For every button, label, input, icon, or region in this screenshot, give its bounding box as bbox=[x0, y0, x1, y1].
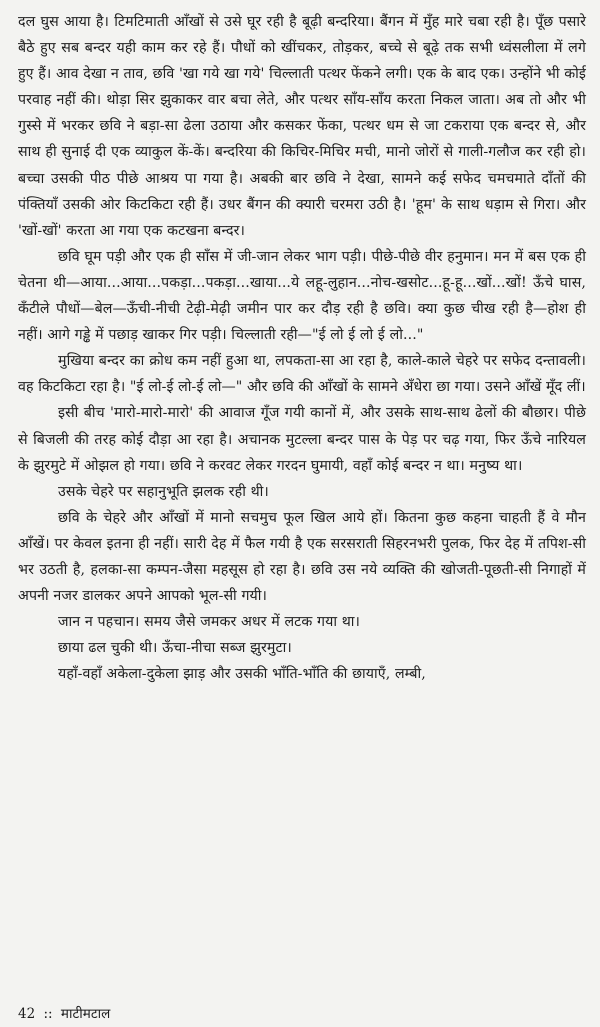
page-footer bbox=[18, 1005, 110, 1023]
paragraph-8: छाया ढल चुकी थी। ऊँचा-नीचा सब्ज झुरमुटा। bbox=[58, 640, 292, 657]
paragraph-3: मुखिया बन्दर का क्रोध कम नहीं हुआ था, लपकता-सा आ रहा है, काले-काले चेहरे पर सफेद दन्तावली। वह किटकिटा रहा है। "ई लो-ई लो-ई लो—" और छवि की आँखों के सामने अँधेरा छा गया। उसने आँखें मूँद लीं। bbox=[18, 353, 586, 396]
paragraph-9: यहाँ-वहाँ अकेला-दुकेला झाड़ और उसकी भाँति-भाँति की छायाएँ, लम्बी, bbox=[58, 666, 426, 683]
footer-separator: :: bbox=[43, 1006, 53, 1022]
paragraph-5: उसके चेहरे पर सहानुभूति झलक रही थी। bbox=[58, 483, 269, 500]
paragraph-1: दल घुस आया है। टिमटिमाती आँखों से उसे घूर रही है बूढ़ी बन्दरिया। बैंगन में मुँह मारे चबा रही है। पूँछ पसारे बैठे हुए सब बन्दर यही काम कर रहे हैं। पौधों को खींचकर, तोड़कर, बच्चे से बूढ़े तक सभी ध्वंसलीला में लगे हुए हैं। आव देखा न ताव, छवि 'खा गये खा गये' चिल्लाती पत्थर फेंकने लगी। एक के बाद एक। उन्होंने भी कोई परवाह नहीं की। थोड़ा सिर झुकाकर वार बचा लेते, और पत्थर साँय-साँय करता निकल जाता। अब तो और भी गुस्से में भरकर छवि ने बड़ा-सा ढेला उठाया और कसकर फेंका, पत्थर धम से जा टकराया एक बन्दर से, और साथ ही सुनाई दी एक व्याकुल कें-कें। बन्दरिया की किचिर-मिचिर मची, मानो जोरों से गाली-गलौज कर रही हो। बच्चा उसकी पीठ पीछे आश्रय पा गया है। अबकी बार छवि ने देखा, सामने कई सफेद चमचमाते दाँतों की पंक्तियाँ उसकी ओर किटकिटा रही हैं। उधर बैंगन की क्यारी चरमरा उठी है। 'हूम' के साथ धड़ाम से गिरा। और 'खों-खों' करता आ गया एक कटखना बन्दर। bbox=[18, 14, 586, 239]
paragraph-7: जान न पहचान। समय जैसे जमकर अधर में लटक गया था। bbox=[58, 614, 361, 631]
paragraph-2: छवि घूम पड़ी और एक ही साँस में जी-जान लेकर भाग पड़ी। पीछे-पीछे वीर हनुमान। मन में बस एक ही चेतना थी—आया...आया...पकड़ा...पकड़ा...खाया...ये लहू-लुहान...नोच-खसोट...हू-हू...खों...खों! ऊँचे घास, कँटीले पौधों—बेल—ऊँची-नीची टेढ़ी-मेढ़ी जमीन पार कर दौड़ रही है छवि। क्या कुछ चीख रही है—होश ही नहीं। आगे गड्ढे में पछाड़ खाकर गिर पड़ी। चिल्लाती रही—"ई लो ई लो ई लो..." bbox=[18, 248, 586, 344]
page-body bbox=[18, 9, 586, 687]
book-title: माटीमटाल bbox=[60, 1006, 111, 1022]
page-number: 42 bbox=[18, 1006, 36, 1022]
paragraph-4: इसी बीच 'मारो-मारो-मारो' की आवाज गूँज गयी कानों में, और उसके साथ-साथ ढेलों की बौछार। पीछे से बिजली की तरह कोई दौड़ा आ रहा है। अचानक मुटल्ला बन्दर पास के पेड़ पर चढ़ गया, फिर ऊँचे नारियल के झुरमुटे में ओझल हो गया। छवि ने करवट लेकर गरदन घुमायी, वहाँ कोई बन्दर न था। मनुष्य था। bbox=[18, 405, 586, 474]
paragraph-6: छवि के चेहरे और आँखों में मानो सचमुच फूल खिल आये हों। कितना कुछ कहना चाहती हैं वे मौन आँखें। पर केवल इतना ही नहीं। सारी देह में फैल गयी है एक सरसराती सिहरनभरी पुलक, फिर देह में तपिश-सी भर उठती है, हलका-सा कम्पन-जैसा महसूस हो रहा है। छवि उस नये व्यक्ति की खोजती-पूछती-सी निगाहों में अपनी नजर डालकर अपने आपको भूल-सी गयी। bbox=[18, 509, 586, 605]
